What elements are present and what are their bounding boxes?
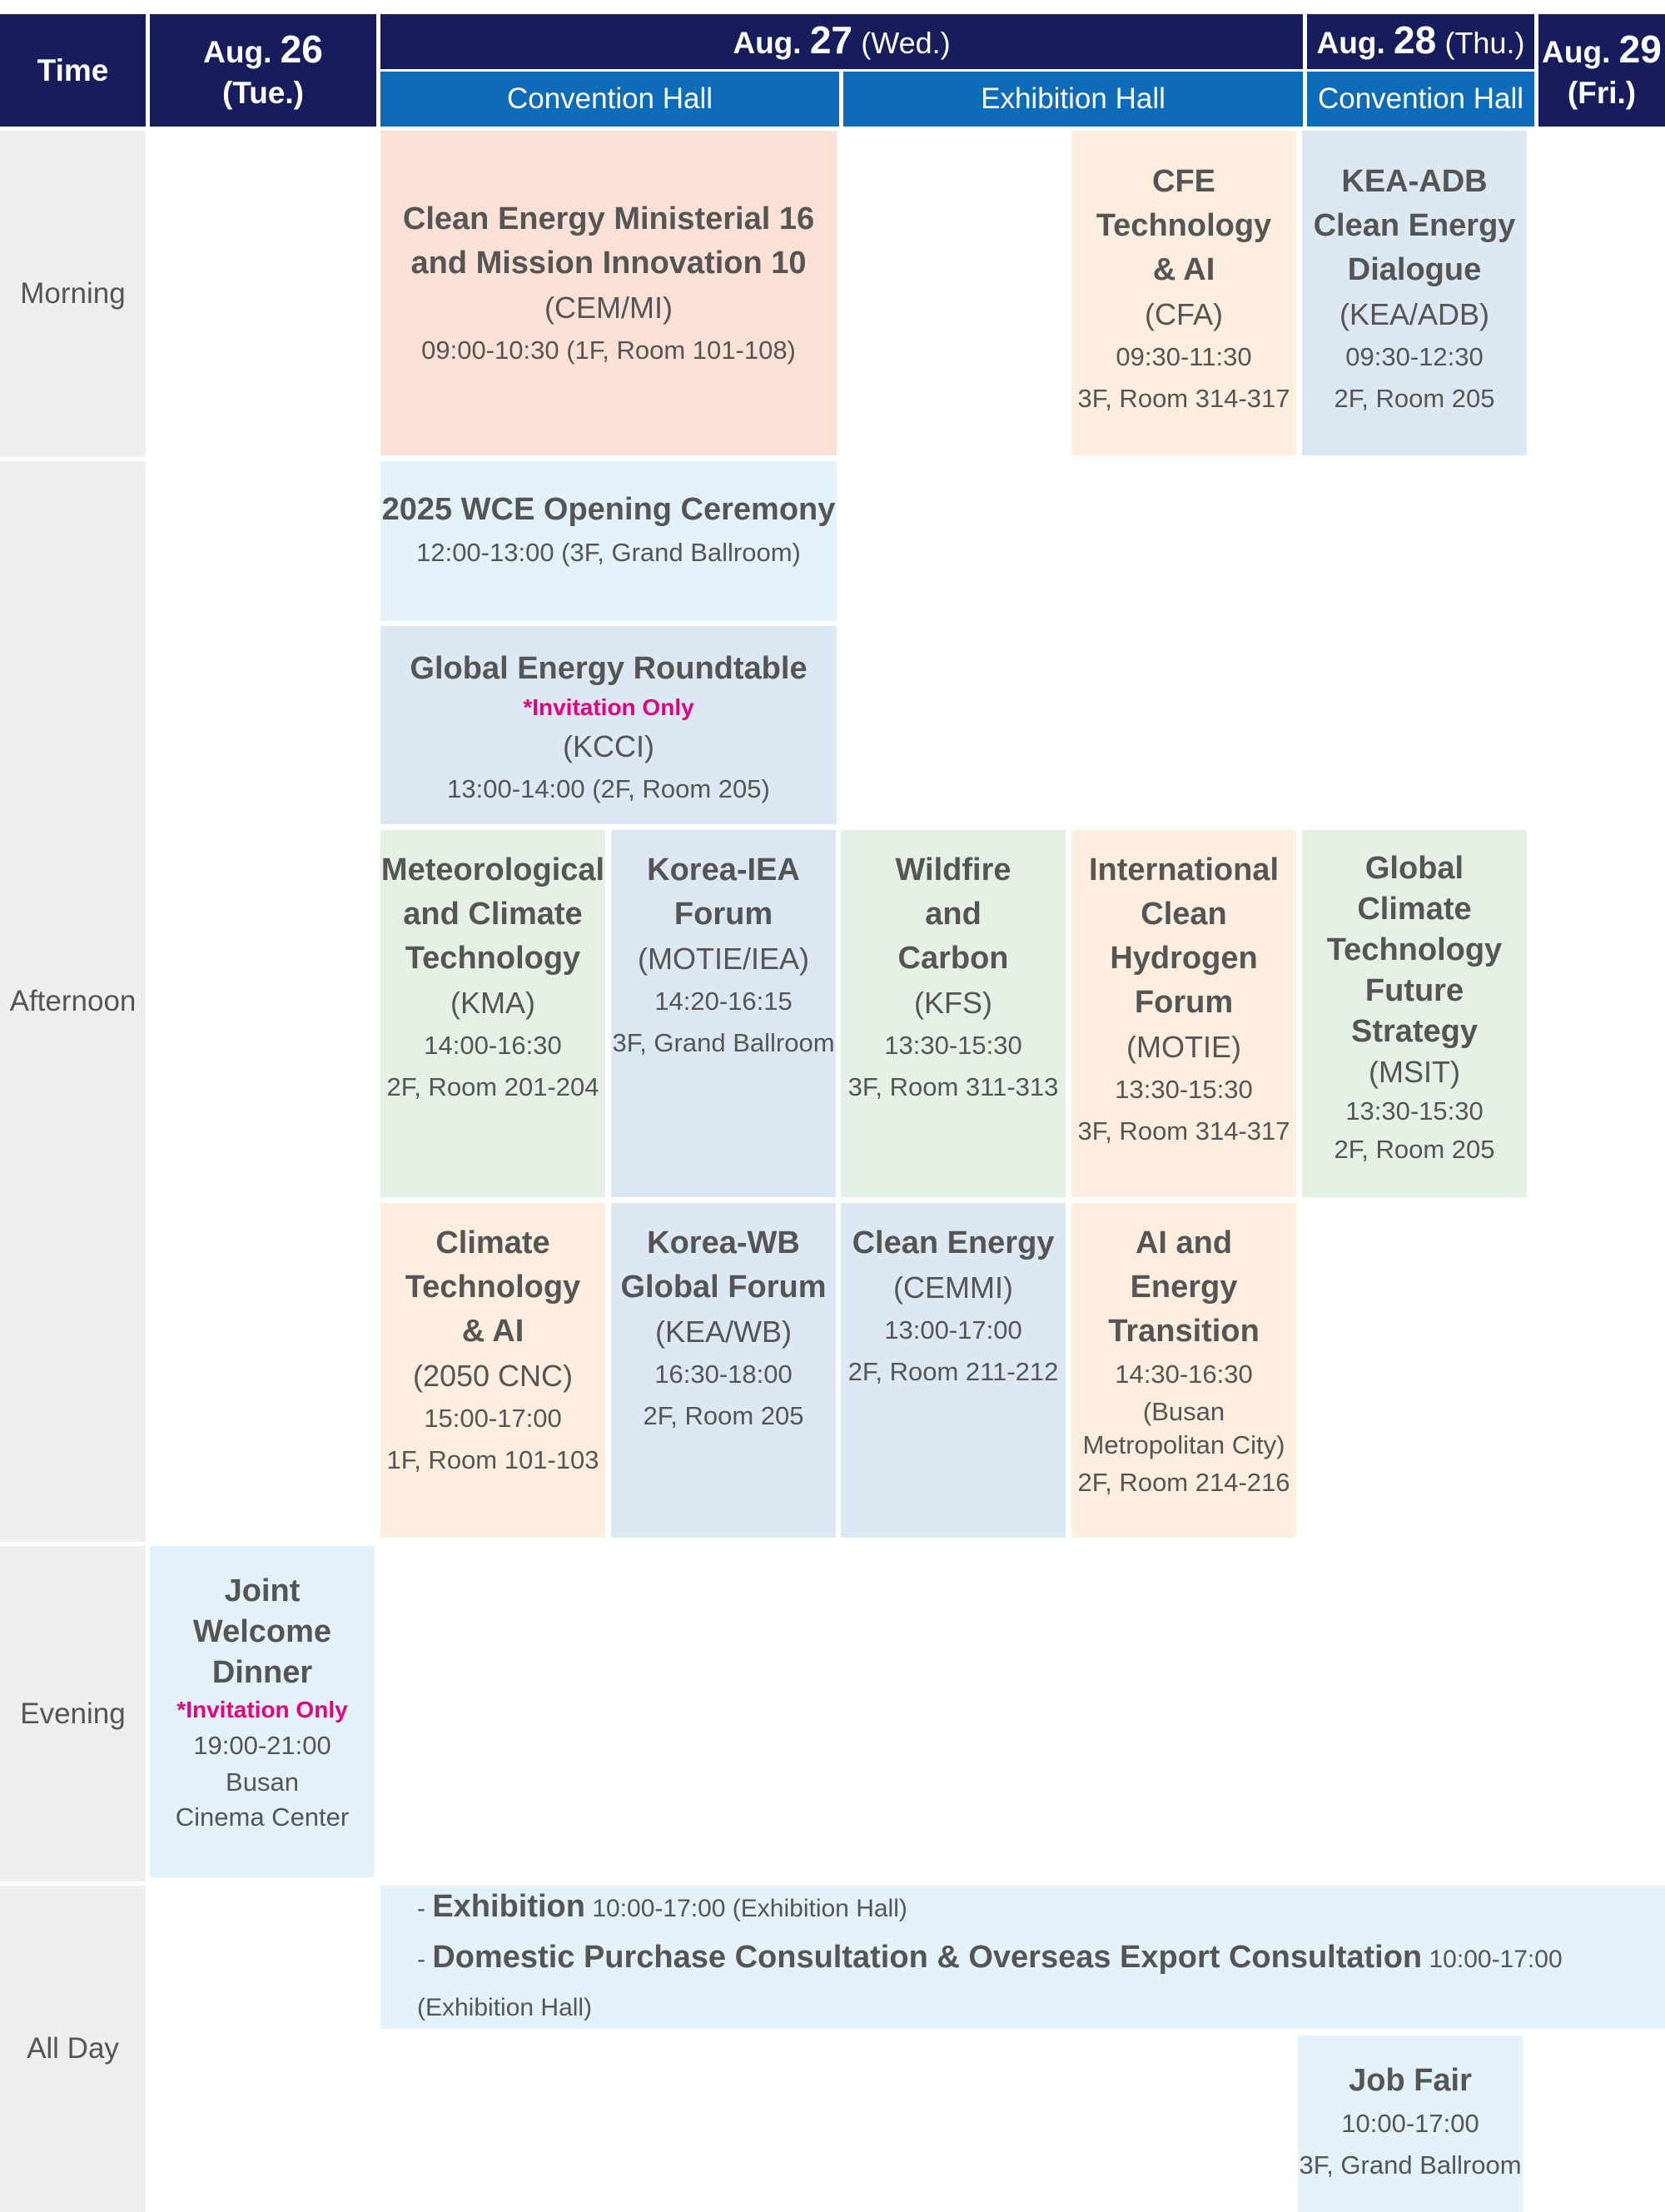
session-korea-wb: Korea-WB Global Forum (KEA/WB) 16:30-18:00 2F, Room 205 [611,1203,836,1538]
session-msit: Global Climate Technology Future Strategy (MSIT) 13:30-15:30 2F, Room 205 [1302,830,1527,1197]
allday-consultation: - Domestic Purchase Consultation & Overseas Export Consultation 10:00-17:00 (Exhibition Hall) [417,1940,1563,2021]
date-line: Aug. 28 (Thu.) [1316,18,1525,62]
session-opening-ceremony: 2025 WCE Opening Ceremony 12:00-13:00 (3F, Grand Ballroom) [380,461,837,621]
date-line: Aug. 27 (Wed.) [733,18,951,62]
header-aug26: Aug. 26 (Tue.) [150,14,376,127]
date-line: Aug. 26 [203,27,323,71]
session-ai-energy-transition: AI and Energy Transition 14:30-16:30 (Busan Metropolitan City) 2F, Room 214-216 [1071,1203,1296,1538]
session-cem-mi: Clean Energy Ministerial 16 and Mission Innovation 10 (CEM/MI) 09:00-10:30 (1F, Room 101-108) [380,131,837,455]
subheader-aug28-convention-hall: Convention Hall [1307,72,1534,127]
subheader-exhibition-hall: Exhibition Hall [843,72,1303,127]
session-kma: Meteorological and Climate Technology (KMA) 14:00-16:30 2F, Room 201-204 [380,830,605,1197]
session-hydrogen-forum: International Clean Hydrogen Forum (MOTIE) 13:30-15:30 3F, Room 314-317 [1071,830,1296,1197]
period-allday: All Day [0,1886,146,2212]
period-morning: Morning [0,131,146,457]
header-aug27 [380,14,1303,69]
period-evening: Evening [0,1546,146,1881]
session-kfs: Wildfire and Carbon (KFS) 13:30-15:30 3F, Room 311-313 [841,830,1066,1197]
session-cfa: CFE Technology & AI (CFA) 09:30-11:30 3F, Room 314-317 [1071,131,1296,455]
header-aug29: Aug. 29 (Fri.) [1538,14,1665,127]
session-global-energy-roundtable: Global Energy Roundtable *Invitation Only (KCCI) 13:00-14:00 (2F, Room 205) [380,626,837,824]
header-time: Time [0,14,146,127]
session-kea-adb: KEA-ADB Clean Energy Dialogue (KEA/ADB) 09:30-12:30 2F, Room 205 [1302,131,1527,455]
session-joint-welcome-dinner: Joint Welcome Dinner *Invitation Only 19:00-21:00 Busan Cinema Center [150,1546,375,1877]
session-job-fair: Job Fair 10:00-17:00 3F, Grand Ballroom [1298,2036,1523,2212]
session-korea-iea: Korea-IEA Forum (MOTIE/IEA) 14:20-16:15 3F, Grand Ballroom [611,830,836,1197]
allday-exhibition-block [380,1886,1665,2029]
subheader-convention-hall: Convention Hall [380,72,839,127]
invitation-only-note: *Invitation Only [176,1697,348,1722]
date-line: Aug. 29 [1542,27,1662,71]
session-climate-tech-ai: Climate Technology & AI (2050 CNC) 15:00-17:00 1F, Room 101-103 [380,1203,605,1538]
allday-exhibition: - Exhibition 10:00-17:00 (Exhibition Hall) [417,1889,907,1924]
period-afternoon: Afternoon [0,461,146,1542]
invitation-only-note: *Invitation Only [523,694,694,720]
header-aug28 [1307,14,1534,69]
session-cemmi: Clean Energy (CEMMI) 13:00-17:00 2F, Room 211-212 [841,1203,1066,1538]
